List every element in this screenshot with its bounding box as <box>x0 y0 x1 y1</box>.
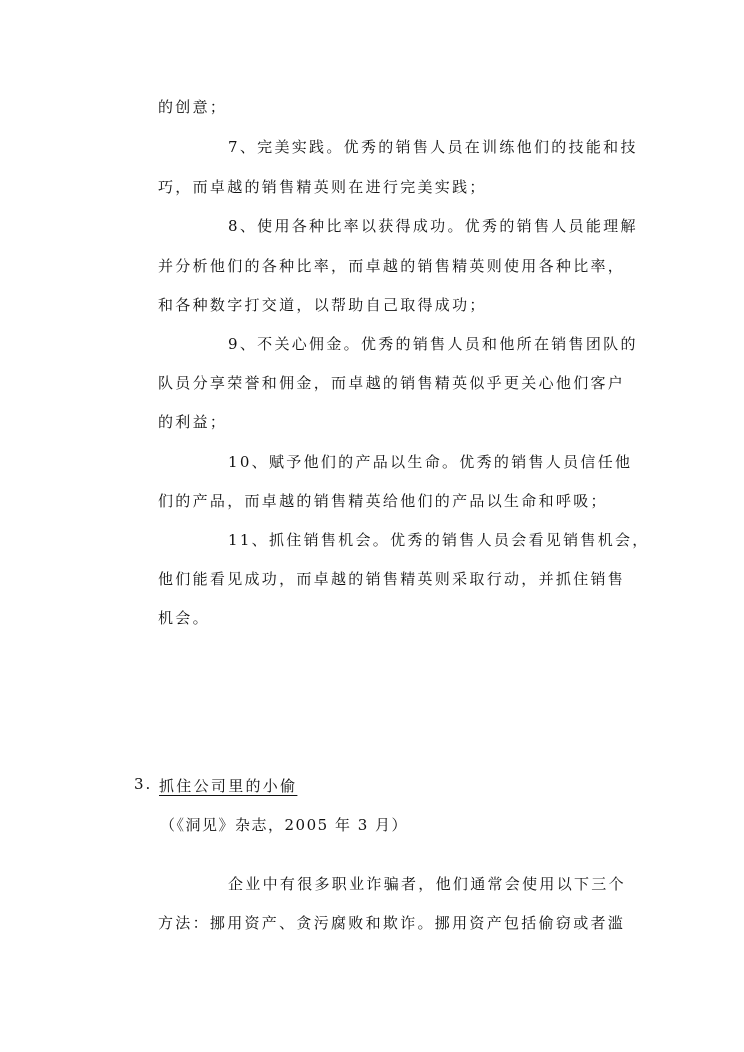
paragraph-line: 和各种数字打交道，以帮助自己取得成功； <box>158 296 487 314</box>
paragraph-line: 机会。 <box>158 609 210 627</box>
paragraph-line: 企业中有很多职业诈骗者，他们通常会使用以下三个 <box>228 875 626 893</box>
paragraph-line: 巧，而卓越的销售精英则在进行完美实践； <box>158 178 487 196</box>
paragraph-line: 并分析他们的各种比率，而卓越的销售精英则使用各种比率， <box>158 257 626 275</box>
paragraph-line: 9、不关心佣金。优秀的销售人员和他所在销售团队的 <box>228 335 638 353</box>
paragraph-line: 8、使用各种比率以获得成功。优秀的销售人员能理解 <box>228 217 638 235</box>
paragraph-line: 他们能看见成功，而卓越的销售精英则采取行动，并抓住销售 <box>158 570 626 588</box>
paragraph-line: 11、抓住销售机会。优秀的销售人员会看见销售机会， <box>228 531 650 549</box>
paragraph-line: 7、完美实践。优秀的销售人员在训练他们的技能和技 <box>228 138 638 156</box>
paragraph-line: 10、赋予他们的产品以生命。优秀的销售人员信任他 <box>228 453 633 471</box>
paragraph-line: 队员分享荣誉和佣金，而卓越的销售精英似乎更关心他们客户 <box>158 374 626 392</box>
paragraph-line: 们的产品，而卓越的销售精英给他们的产品以生命和呼吸； <box>158 492 608 510</box>
section-number: 3. <box>134 775 153 793</box>
section-title: 抓住公司里的小偷 <box>159 777 298 795</box>
paragraph-line: 的利益； <box>158 413 228 431</box>
paragraph-line: 的创意； <box>158 98 228 116</box>
section-source: （《洞见》杂志，2005 年 3 月） <box>160 816 409 834</box>
paragraph-line: 方法：挪用资产、贪污腐败和欺诈。挪用资产包括偷窃或者滥 <box>158 914 626 932</box>
